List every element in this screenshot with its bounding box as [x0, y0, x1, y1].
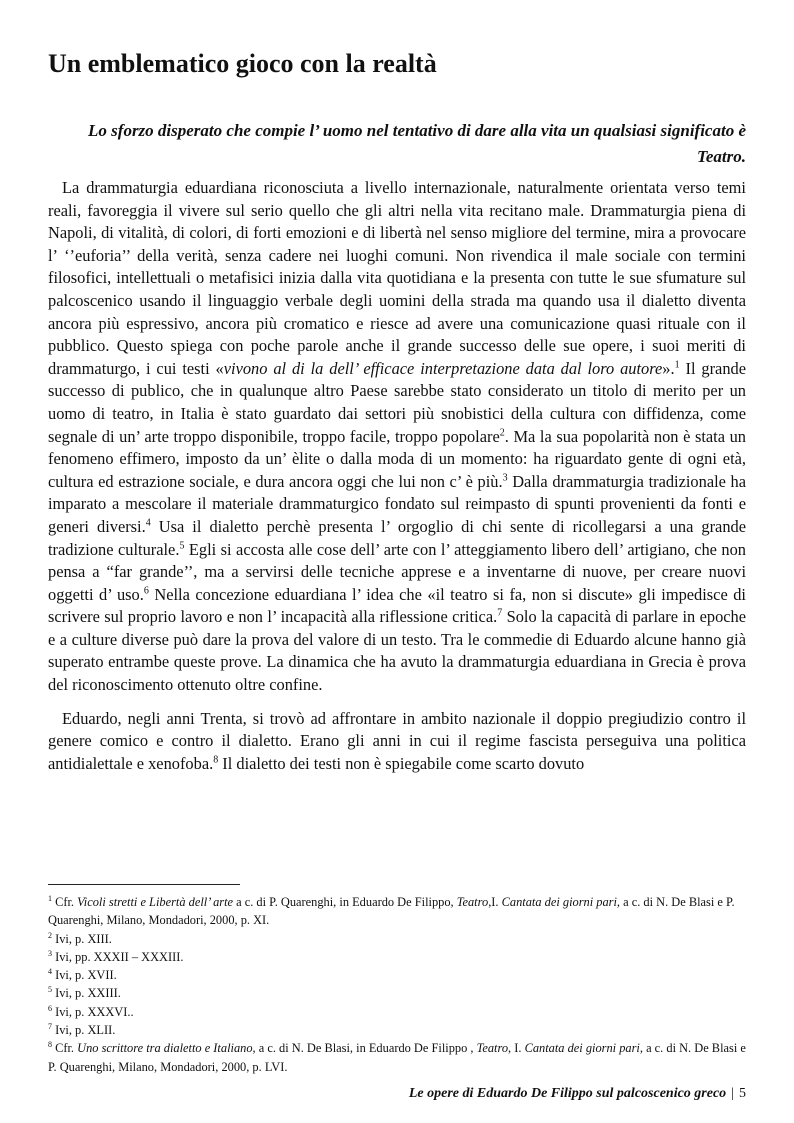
body-paragraph	[48, 708, 746, 776]
text-run: ».	[662, 358, 675, 378]
italic-text: Teatro	[456, 895, 489, 909]
text-run: Nella concezione eduardiana l’ idea che «il teatro si fa, non si discute» gli impedisce di scrivere sul proprio lavoro e non l’ incapacità alla riflessione critica.	[48, 584, 746, 627]
italic-text: Teatro	[476, 1041, 509, 1056]
footnote-ref: 5	[48, 985, 52, 995]
page-number: 5	[739, 1086, 746, 1101]
page-footer	[409, 1085, 746, 1103]
text-run: Ivi, p. XLII.	[52, 1023, 116, 1038]
footnote-ref: 4	[145, 517, 151, 529]
text-run: a c. di P. Quarenghi, in Eduardo De Filippo,	[233, 895, 457, 909]
text-run: . Ma la sua popolarità non è stata un fenomeno effimero, imposto da un’ èlite o dalla moda di un momento: ha riguardato gente di ogni età, cultura ed estrazione sociale, e dura ancora oggi che lui non c’ è più.	[48, 426, 746, 491]
footnote-divider	[48, 884, 240, 885]
text-run: Ivi, pp. XXXII – XXXIII.	[52, 949, 184, 964]
running-title: Le opere di Eduardo De Filippo sul palcoscenico greco	[408, 1086, 727, 1101]
text-run: Ivi, p. XVII.	[52, 968, 117, 983]
italic-text: vivono al di la dell’ efficace interpretazione data dal loro autore	[223, 358, 663, 378]
footnote-ref: 6	[48, 1003, 52, 1013]
footnote-ref: 7	[48, 1021, 52, 1031]
text-run: a c. di N. De Blasi e P. Quarenghi, Milano, Mondadori, 2000, p. LVI.	[48, 1041, 746, 1074]
footnote-item	[48, 930, 748, 948]
footnote-ref: 7	[497, 607, 503, 619]
footnote-item	[48, 1021, 748, 1039]
footnote-ref: 2	[499, 427, 505, 439]
text-run: a c. di N. De Blasi e P. Quarenghi, Milano, Mondadori, 2000, p. XI.	[48, 895, 735, 928]
italic-text: Cantata dei giorni pari,	[501, 895, 621, 909]
text-run: Cfr.	[52, 1041, 78, 1056]
footnote-ref: 2	[48, 930, 52, 940]
text-run: La drammaturgia eduardiana riconosciuta a livello internazionale, naturalmente orientata verso temi reali, favoreggia il vivere sul serio quello che gli altri nella vita recitano male. Drammaturgia piena di Napoli, di vitalità, di colori, di forti emozioni e di libertà nel senso migliore del termine, mira a provocare l’ ‘’euforia’’ della verità, senza cadere nei luoghi comuni. Non rivendica il male sociale con termini filosofici, intellettuali o metafisici inizia dalla vita quotidiana e la presenta con tutte le sue sfumature sul palcoscenico usando il linguaggio verbale degli uomini della strada ma quando usa il dialetto diventa ancora più espressivo, ancora più cromatico e riesce ad avere una comunicazione quasi rituale con il pubblico. Questo spiega con poche parole anche il grande successo delle sue opere, i suoi meriti di drammaturgo, i cui testi «	[48, 178, 746, 378]
text-run: Egli si accosta alle cose dell’ arte con l’ atteggiamento libero dell’ artigiano, che non pensa a “far grande’’, ma a servirsi delle tecniche apprese e a inventarne di nuove, per creare nuovi oggetti d’ uso.	[48, 539, 747, 604]
footnote-ref: 8	[48, 1040, 52, 1050]
text-run: Il dialetto dei testi non è spiegabile come scarto dovuto	[218, 753, 585, 773]
footer-separator: |	[731, 1086, 734, 1101]
body-paragraph	[48, 177, 746, 697]
text-run: Usa il dialetto perchè presenta l’ orgoglio di chi sente di ricollegarsi a una grande tradizione culturale.	[48, 516, 746, 559]
footnote-item	[48, 1003, 748, 1021]
footnote-item	[48, 893, 748, 930]
text-run: , a c. di N. De Blasi, in Eduardo De Filippo ,	[252, 1041, 477, 1056]
text-run: Cfr.	[52, 895, 78, 909]
text-run: , I.	[508, 1041, 525, 1056]
footnote-ref: 1	[48, 893, 52, 903]
footnote-item	[48, 966, 748, 984]
epigraph-quote: Lo sforzo disperato che compie l’ uomo nel tentativo di dare alla vita un qualsiasi significato è Teatro.	[88, 121, 746, 166]
text-run: Il grande successo di publico, che in qualunque altro Paese sarebbe stato considerato un titolo di merito per un uomo di teatro, in Italia è stato guardato dai settori più snobistici della cultura con diffidenza, come segnale di un’ arte troppo disponibile, troppo facile, troppo popolare	[48, 358, 746, 446]
body-text	[48, 177, 746, 775]
italic-text: Cantata dei giorni pari,	[524, 1041, 643, 1056]
footnotes	[48, 893, 748, 1076]
page-title: Un emblematico gioco con la realtà	[48, 49, 437, 78]
footnote-item	[48, 984, 748, 1002]
footnote-ref: 1	[674, 359, 680, 371]
footnote-ref: 6	[143, 585, 149, 597]
text-run: Dalla drammaturgia tradizionale ha imparato a mescolare il materiale drammaturgico fondato sul reimpasto di spunti provenienti da fonti e generi diversi.	[48, 471, 747, 536]
footnote-ref: 8	[213, 754, 219, 766]
text-run: Ivi, p. XXIII.	[52, 986, 121, 1001]
italic-text: Vicoli stretti e Libertà dell’ arte	[77, 895, 234, 909]
footnote-item	[48, 1039, 748, 1076]
footnote-ref: 4	[48, 967, 52, 977]
footnote-ref: 5	[179, 540, 185, 552]
text-run: ,I.	[488, 895, 502, 909]
text-run: Eduardo, negli anni Trenta, si trovò ad affrontare in ambito nazionale il doppio pregiudizio contro il genere comico e contro il dialetto. Erano gli anni in cui il regime fascista perseguiva una politica antidialettale e xenofoba.	[48, 708, 746, 773]
footnote-item	[48, 948, 748, 966]
text-run: Solo la capacità di parlare in epoche e a culture diverse può dare la prova del valore di un testo. Tra le commedie di Eduardo alcune hanno già superato entrambe queste prove. La dinamica che ha avuto la drammaturgia eduardiana in Grecia è prova del riconoscimento ottenuto oltre confine.	[48, 607, 747, 695]
footnote-ref: 3	[48, 948, 52, 958]
text-run: Ivi, p. XXXVI..	[52, 1004, 134, 1019]
italic-text: Uno scrittore tra dialetto e Italiano	[77, 1041, 253, 1056]
footnote-ref: 3	[502, 472, 508, 484]
text-run: Ivi, p. XIII.	[52, 931, 112, 946]
